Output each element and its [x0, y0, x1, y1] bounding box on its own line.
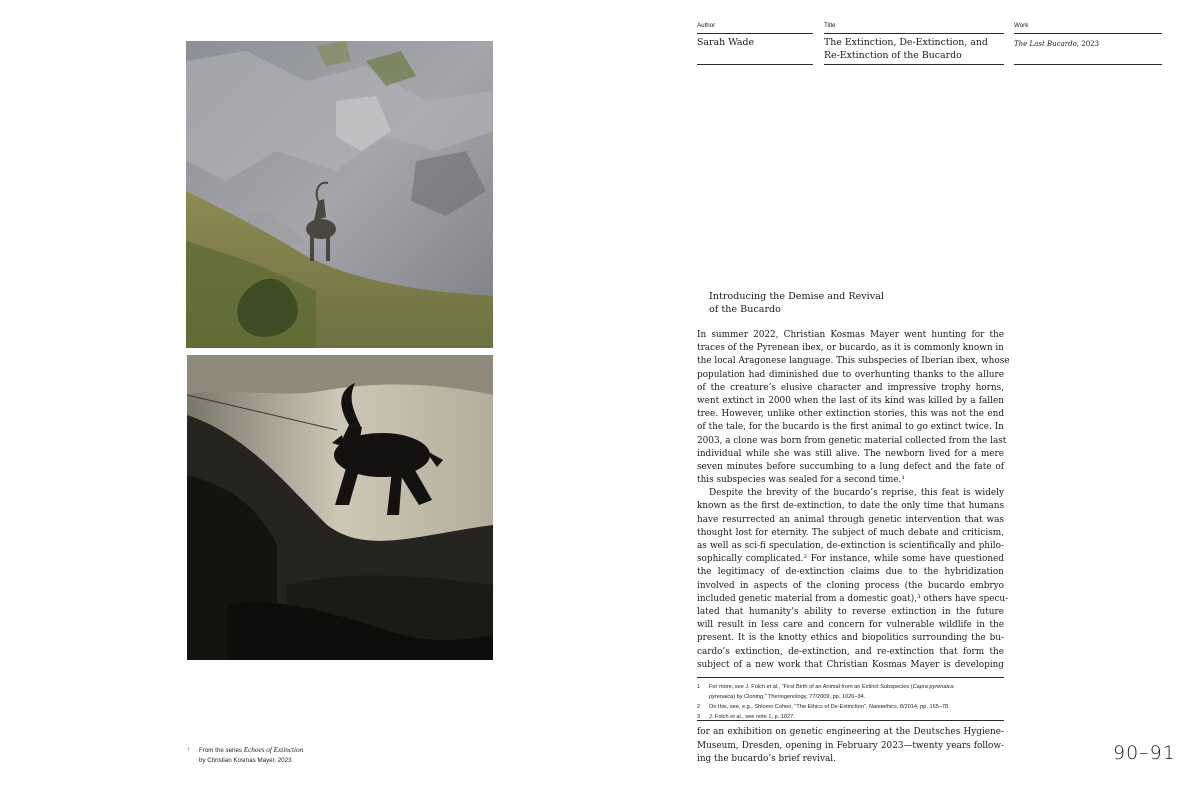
footnotes-rule-top [697, 677, 1004, 678]
body-line: went extinct in 2000 when the last of its kind was killed by a fallen [697, 395, 1004, 406]
meta-author-label: Author [697, 22, 716, 29]
footnote-text-post: ) by Cloning,” Theriogenology, 77/2009, pp. 1026–34. [733, 694, 866, 700]
meta-title-label: Title [824, 22, 836, 29]
body-line: thought lost for eternity. The subject of much debate and criticism, [697, 527, 1004, 538]
body-line: of the tale, for the bucardo is the first animal to go extinct twice. In [697, 422, 1004, 433]
meta-work-label: Work [1014, 22, 1029, 29]
meta-title-line-2: Re-Extinction of the Bucardo [824, 50, 962, 61]
section-heading [709, 290, 939, 316]
continuation-line: for an exhibition on genetic engineering at the Deutsches Hygiene- [697, 727, 1004, 737]
body-line: involved in aspects of the cloning process (the bucardo embryo [697, 580, 1004, 591]
footnote-number: 3 [697, 714, 701, 720]
caption-line-1 [199, 745, 399, 756]
footnote [697, 692, 1004, 702]
footnote-text-pre: J. Folch et al., see note 1, p. 1027. [709, 714, 795, 720]
meta-work-title: The Last Bucardo [1014, 40, 1077, 48]
meta-title-value [824, 34, 1004, 64]
body-line: Despite the brevity of the bucardo’s reprise, this feat is widely [709, 488, 1004, 499]
body-line: have resurrected an animal through genetic intervention that was [697, 514, 1004, 525]
footnote-number: 2 [697, 704, 701, 710]
meta-work [1014, 19, 1162, 65]
meta-work-value [1014, 34, 1162, 64]
footnote [697, 702, 1004, 712]
meta-title-line-1: The Extinction, De-Extinction, and [824, 37, 988, 48]
body-line: cardo’s extinction, de-extinction, and re-extinction that form the [697, 646, 1004, 657]
continuation-line: Museum, Dresden, opening in February 2023—twenty years follow- [697, 740, 1004, 751]
footnote-text [709, 692, 865, 702]
body-line: In summer 2022, Christian Kosmas Mayer went hunting for the [697, 330, 1004, 340]
body-line: tree. However, unlike other extinction stories, this was not the end [697, 409, 1004, 420]
body-line: traces of the Pyrenean ibex, or bucardo, as it is commonly known in [697, 343, 1004, 354]
body-line: present. It is the knotty ethics and biopolitics surrounding the bu- [697, 633, 1004, 644]
caption-credit: by Christian Kosmas Mayer, 2023 [199, 757, 292, 764]
meta-author-value: Sarah Wade [697, 37, 755, 48]
body-line: included genetic material from a domestic goat),³ others have specu- [697, 593, 1009, 604]
meta-title [824, 19, 1004, 65]
footnote [697, 682, 1004, 692]
photo-ibex-silhouette [187, 355, 493, 660]
footnote-text-italic: pyrenaica [709, 694, 734, 700]
body-line: sophically complicated.² For instance, while some have questioned [697, 554, 1004, 565]
photo-ibex-on-rocks [186, 41, 493, 348]
footnotes-rule-bottom [697, 720, 1004, 721]
body-text [697, 329, 1010, 672]
meta-title-rule-bottom [824, 64, 1004, 65]
continuation-text [697, 726, 1004, 767]
page-number: 90–91 [1113, 742, 1176, 764]
body-line: population had diminished due to overhunting thanks to the allure [697, 369, 1004, 380]
meta-author-rule-bottom [697, 64, 813, 65]
footnote-text-post: , 8/2014, pp. 165–78. [896, 704, 950, 710]
body-line: 2003, a clone was born from genetic material collected from the last [697, 435, 1007, 446]
caption-series: Echoes of Extinction [243, 746, 304, 754]
body-line: the local Aragonese language. This subspecies of Iberian ibex, whose [697, 356, 1010, 367]
footnote-text [709, 702, 950, 712]
body-line: will result in less care and concern for vulnerable wildlife in the [697, 620, 1004, 631]
continuation-line: ing the bucardo’s brief revival. [697, 754, 836, 765]
footnotes [697, 682, 1004, 722]
body-line: as well as sci-fi speculation, de-extinction is scientifically and philo- [697, 541, 1004, 551]
heading-line-2: of the Bucardo [709, 304, 781, 316]
heading-line-1: Introducing the Demise and Revival [709, 291, 884, 302]
body-line: the legitimacy of de-extinction claims due to the hybridization [697, 567, 1004, 578]
body-line: this subspecies was sealed for a second time.¹ [697, 475, 905, 486]
body-line: subject of a new work that Christian Kosmas Mayer is developing [697, 659, 1004, 670]
footnote-number: 1 [697, 684, 701, 690]
body-line: seven minutes before succumbing to a lung defect and the fate of [697, 461, 1004, 472]
meta-author [697, 19, 813, 65]
footnote-text-pre: On this, see, e.g., Shlomo Cohen, “The Ethics of De-Extinction”, [709, 704, 869, 710]
caption-marker: ↑ [187, 746, 191, 753]
footnote-text-italic: Nanoethics [868, 704, 897, 710]
footnote-text-pre: For more, see J. Folch et al., “First Birth of an Animal from an Extinct Subspecies ( [709, 684, 913, 690]
body-line: known as the first de-extinction, to date the only time that humans [697, 501, 1004, 512]
body-line: individual while she was still alive. The newborn lived for a mere [697, 448, 1004, 459]
meta-work-rule-bottom [1014, 64, 1162, 65]
body-line: lated that humanity’s ability to reverse extinction in the future [697, 606, 1004, 617]
caption-lead: From the series [199, 747, 244, 754]
meta-work-year: , 2023 [1076, 40, 1100, 48]
footnote-text-italic: Capra pyrenaica [912, 684, 954, 690]
body-line: of the creature’s elusive character and impressive trophy horns, [697, 382, 1004, 393]
footnote-text [709, 682, 954, 692]
